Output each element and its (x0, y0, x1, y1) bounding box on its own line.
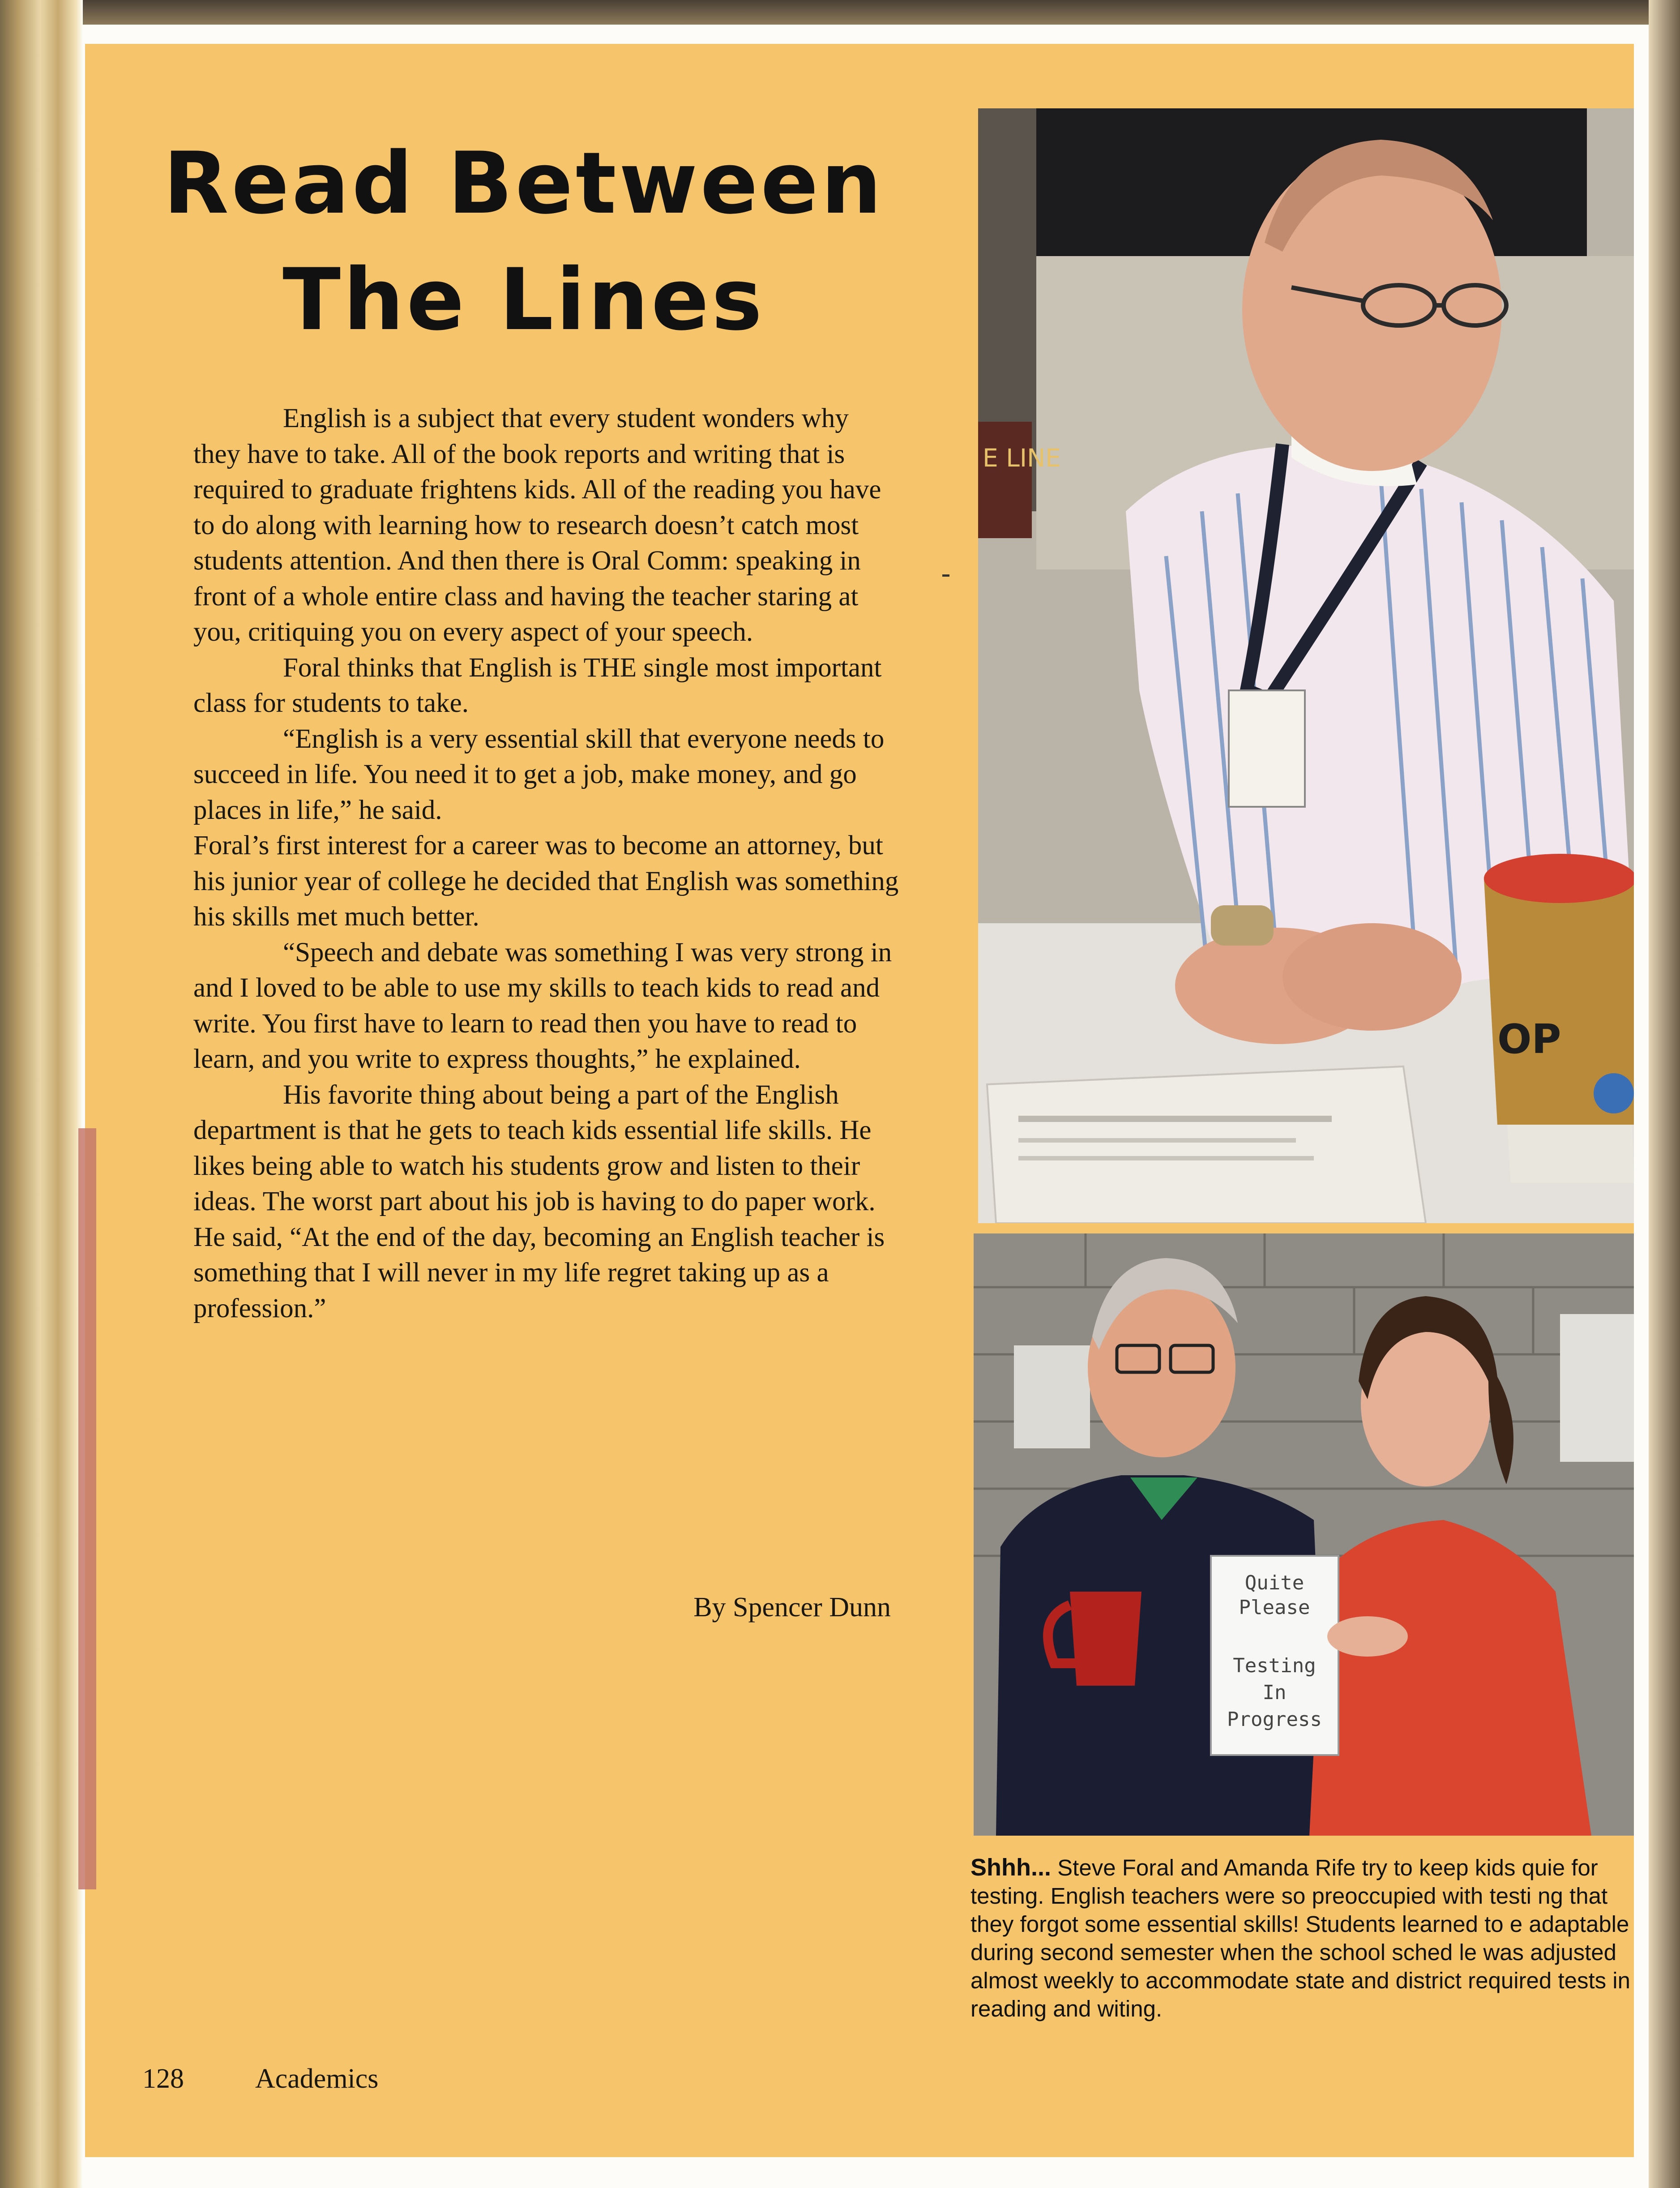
paragraph-1: English is a subject that every student wonders why they have to take. All of the book reports and writing that is required to graduate frightens kids. All of the reading you have to do along with learning how to research doesn’t catch most students attention. And then there is Oral Comm: speaking in front of a whole entire class and having the teacher staring at you, critiquing you on every aspect of your speech. (193, 403, 881, 647)
caption-text: Steve Foral and Amanda Rife try to keep kids quie for testing. English teachers were so preoccupied with testi ng that they forgot some essential skills! Students learned to e adaptable during second semester when the school sched le was adjusted almost weekly to accommodate state and district required tests in reading and witing. (970, 1855, 1630, 2021)
paragraph-2: Foral thinks that English is THE single most important class for students to take. (193, 652, 882, 718)
sign-line-5: Progress (1227, 1708, 1322, 1731)
byline: By Spencer Dunn (693, 1592, 891, 1623)
sign-line-3: Testing (1233, 1654, 1316, 1677)
accent-bar (78, 1128, 96, 1889)
page-number: 128 (142, 2064, 184, 2094)
caption-lead: Shhh... (970, 1854, 1051, 1881)
paragraph-4: Foral’s first interest for a career was to become an attorney, but his junior year of college he decided that English was something his skills met much better. (193, 831, 899, 932)
scan-top-edge (45, 0, 1680, 25)
paragraph-6: His favorite thing about being a part of the English department is that he gets to teach kids essential life skills. He likes being able to watch his students grow and listen to their ideas. The worst part about his job is having to do paper work. He said, “At the end of the day, becoming an English teacher is something that I will never in my life regret taking up as a profession.” (193, 1079, 885, 1323)
page-right-edge (1649, 0, 1680, 2188)
photo-teachers-with-sign (974, 1233, 1634, 1836)
stray-mark (942, 574, 949, 577)
sign-line-1: Quite (1244, 1571, 1304, 1594)
paragraph-5: “Speech and debate was something I was very strong in and I loved to be able to use my skills to teach kids to read and write. You first have to learn to read then you have to read to learn, and you write to express thoughts,” he explained. (193, 937, 892, 1074)
article-body (193, 401, 901, 1326)
sign-line-4: In (1262, 1681, 1287, 1704)
book-spine (0, 0, 83, 2188)
photo-caption (970, 1854, 1633, 2023)
photo-teacher-at-desk (978, 108, 1634, 1223)
article-title: Read Between The Lines (163, 134, 885, 349)
cup-text: OP (1497, 1016, 1561, 1063)
paragraph-3: “English is a very essential skill that everyone needs to succeed in life. You need it to get a job, make money, and go places in life,” he said. (193, 724, 885, 825)
section-name: Academics (255, 2064, 379, 2094)
wall-sign-text: E LINE (983, 444, 1061, 472)
sign-line-2: Please (1239, 1596, 1310, 1619)
